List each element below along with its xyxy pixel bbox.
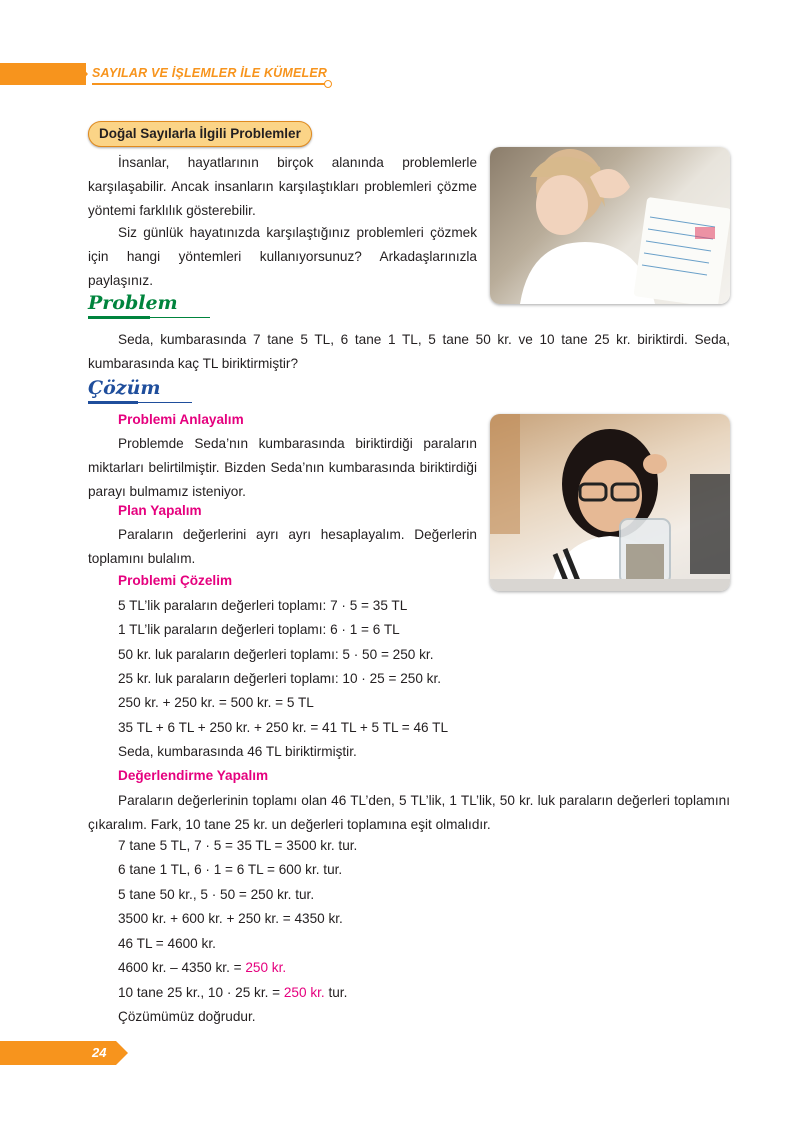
problem-heading: Problem bbox=[88, 292, 178, 314]
solve-line: 50 kr. luk paraların değerleri toplamı: 5 · 50 = 250 kr. bbox=[118, 647, 434, 662]
evaluate-line: 5 tane 50 kr., 5 · 50 = 250 kr. tur. bbox=[118, 887, 315, 902]
photo-girl-thinking-illustration bbox=[490, 147, 730, 304]
problem-text: Seda, kumbarasında 7 tane 5 TL, 6 tane 1 TL, 5 tane 50 kr. ve 10 tane 25 kr. biriktirdi. Seda, kumbarasında kaç TL biriktirmiştir? bbox=[88, 332, 730, 371]
check-suffix: tur. bbox=[324, 985, 348, 1000]
check-expression: 10 tane 25 kr., 10 · 25 kr. = bbox=[118, 985, 284, 1000]
intro-paragraph-1: İnsanlar, hayatlarının birçok alanında problemlerle karşılaşabilir. Ancak insanların karşılaştıkları problemleri çözme yöntemi farklılık gösterebilir. bbox=[88, 155, 477, 218]
check-result: 250 kr. bbox=[283, 985, 325, 1000]
evaluate-text: Paraların değerlerinin toplamı olan 46 TL’den, 5 TL’lik, 1 TL’lik, 50 kr. luk paraların değerleri toplamını çıkaralım. Fark, 10 tane 25 kr. un değerleri toplamına eşit olmalıdır. bbox=[88, 793, 730, 832]
solve-line: 250 kr. + 250 kr. = 500 kr. = 5 TL bbox=[118, 695, 314, 710]
check-line bbox=[118, 981, 347, 1005]
chapter-title: SAYILAR VE İŞLEMLER İLE KÜMELER bbox=[92, 66, 328, 80]
difference-line bbox=[118, 956, 286, 980]
solve-title: Problemi Çözelim bbox=[118, 573, 233, 588]
plan-title: Plan Yapalım bbox=[118, 503, 202, 518]
footer-arrow bbox=[116, 1041, 128, 1065]
conclusion: Çözümümüz doğrudur. bbox=[118, 1009, 256, 1024]
difference-expression: 4600 kr. – 4350 kr. = bbox=[118, 960, 246, 975]
evaluate-line: 7 tane 5 TL, 7 · 5 = 35 TL = 3500 kr. tur. bbox=[118, 838, 358, 853]
solve-line: 5 TL’lik paraların değerleri toplamı: 7 · 5 = 35 TL bbox=[118, 598, 408, 613]
solution-heading-underline-thin bbox=[138, 402, 192, 403]
solution-heading-underline bbox=[88, 401, 138, 404]
solve-line: 1 TL’lik paraların değerleri toplamı: 6 · 1 = 6 TL bbox=[118, 622, 400, 637]
photo-girl-coin-jar-illustration bbox=[490, 414, 730, 591]
solve-line: 35 TL + 6 TL + 250 kr. + 250 kr. = 41 TL + 5 TL = 46 TL bbox=[118, 720, 449, 735]
header-bar bbox=[0, 63, 86, 85]
understand-title: Problemi Anlayalım bbox=[118, 412, 244, 427]
intro-paragraph-2: Siz günlük hayatınızda karşılaştığınız problemleri çözmek için hangi yöntemleri kullanıyorsunuz? Arkadaşlarınızla paylaşınız. bbox=[88, 225, 477, 288]
solve-line: 25 kr. luk paraların değerleri toplamı: 10 · 25 = 250 kr. bbox=[118, 671, 442, 686]
plan-text: Paraların değerlerini ayrı ayrı hesaplayalım. Değerlerin toplamını bulalım. bbox=[88, 527, 477, 566]
solution-heading: Çözüm bbox=[88, 377, 161, 399]
header-rule-dot bbox=[324, 80, 332, 88]
section-title-badge: Doğal Sayılarla İlgili Problemler bbox=[88, 121, 312, 147]
evaluate-title: Değerlendirme Yapalım bbox=[118, 768, 269, 783]
understand-text: Problemde Seda’nın kumbarasında biriktirdiği paraların miktarları belirtilmiştir. Bizden Seda’nın kumbarasında biriktirdiği parayı bulmamız isteniyor. bbox=[88, 436, 477, 499]
photo-girl-coin-jar bbox=[490, 414, 730, 591]
evaluate-line: 3500 kr. + 600 kr. + 250 kr. = 4350 kr. bbox=[118, 911, 343, 926]
problem-heading-underline-thin bbox=[150, 317, 210, 318]
solve-line: Seda, kumbarasında 46 TL biriktirmiştir. bbox=[118, 744, 357, 759]
photo-girl-thinking bbox=[490, 147, 730, 304]
problem-heading-underline bbox=[88, 316, 150, 319]
header-arrow bbox=[78, 63, 88, 85]
evaluate-line: 6 tane 1 TL, 6 · 1 = 6 TL = 600 kr. tur. bbox=[118, 862, 343, 877]
difference-result: 250 kr. bbox=[245, 960, 287, 975]
header-rule bbox=[92, 83, 326, 85]
page-number: 24 bbox=[92, 1045, 107, 1060]
evaluate-line: 46 TL = 4600 kr. bbox=[118, 936, 216, 951]
